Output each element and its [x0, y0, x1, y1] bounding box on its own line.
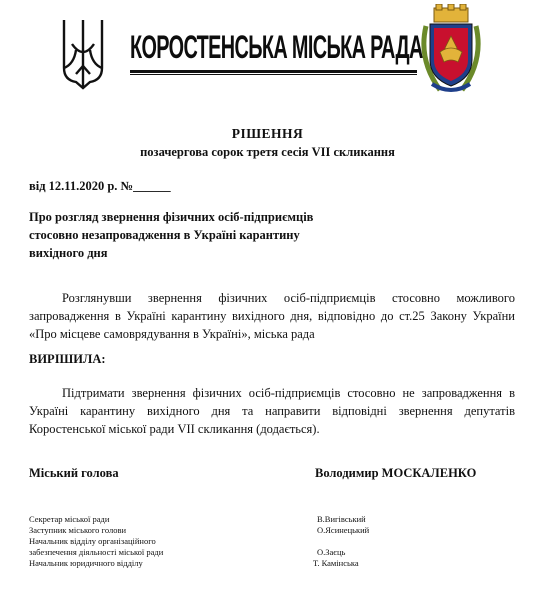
header-divider-thin	[130, 74, 417, 75]
document-title: РІШЕННЯ	[231, 126, 304, 141]
resolution-paragraph: Підтримати звернення фізичних осіб-підприємців стосовно не запровадження в Україні карантину вихідного дня та направити відповідні звернення депутатів Коростенської міської ради VII скликання (додається).	[29, 386, 515, 436]
council-name: КОРОСТЕНСЬКА МІСЬКА РАДА	[130, 29, 423, 65]
subject-line: вихідного дня	[29, 246, 108, 260]
signature-position: забезпечення діяльності міської ради	[29, 547, 164, 557]
subject-line: стосовно незапровадження в Україні карантину	[29, 228, 300, 242]
signature-position: Начальник відділу організаційного	[29, 536, 156, 546]
signature-position: Секретар міської ради	[29, 514, 110, 524]
signature-name: О.Ясинецький	[317, 525, 370, 535]
signature-name: В.Вигівський	[317, 514, 366, 524]
coat-of-arms-icon	[420, 4, 482, 96]
preamble-paragraph: Розглянувши звернення фізичних осіб-підприємців стосовно можливого запровадження в Україні карантину вихідного дня, відповідно до ст.25 Закону України «Про місцеве самоврядування в Україні», міська рада	[29, 291, 515, 341]
signature-name: Т. Камінська	[313, 558, 359, 568]
mayor-title: Міський голова	[29, 466, 119, 480]
subject	[29, 208, 389, 262]
signature-position: Начальник юридичного відділу	[29, 558, 143, 568]
signature-positions	[29, 514, 163, 569]
mayor-name: Володимир МОСКАЛЕНКО	[315, 466, 477, 480]
subject-line: Про розгляд звернення фізичних осіб-підприємців	[29, 210, 314, 224]
date-line: від 12.11.2020 р. №______	[29, 179, 171, 193]
decided-heading: ВИРІШИЛА:	[29, 352, 106, 366]
trident-icon	[58, 14, 108, 94]
session-line: позачергова сорок третя сесія VІІ скликання	[140, 145, 395, 159]
signature-position: Заступник міського голови	[29, 525, 127, 535]
header-divider	[130, 70, 417, 73]
signature-name: О.Заєць	[317, 547, 346, 557]
